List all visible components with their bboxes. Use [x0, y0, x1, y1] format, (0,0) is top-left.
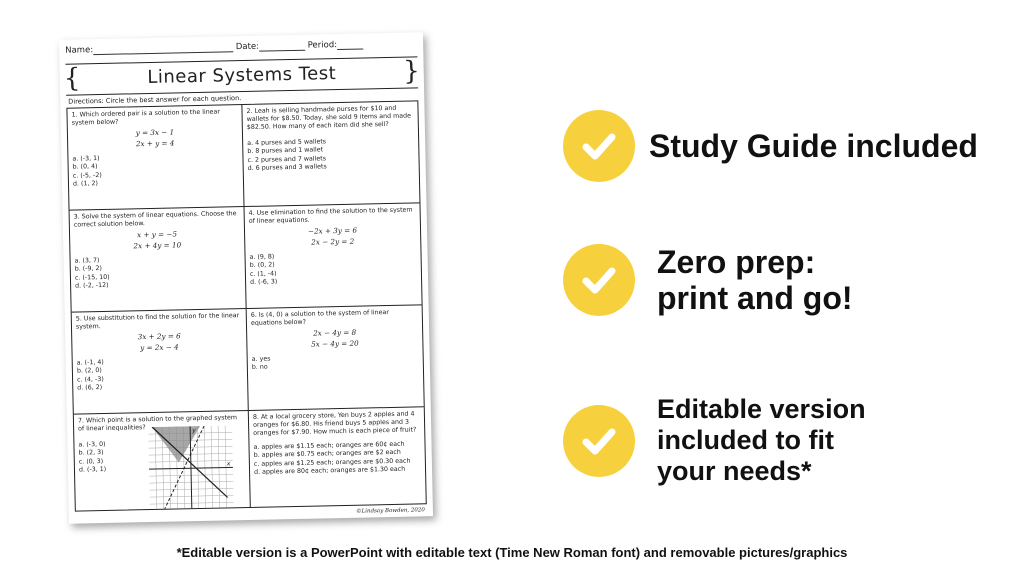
question-prompt: 7. Which point is a solution to the graphed system of linear inequalities?: [77, 414, 238, 433]
question-prompt: 2. Leah is selling handmade purses for $10 and wallets for $8.50. Today, she sold 9 items and made $82.50. How many of each item did she sell?: [246, 104, 412, 131]
question-cell: [245, 203, 422, 309]
period-label: Period:: [307, 40, 338, 51]
answer-option: b. no: [251, 363, 268, 372]
feature-study-guide: [563, 110, 978, 182]
feature-line: your needs*: [657, 456, 812, 486]
equation: 2x − 4y = 8: [313, 327, 357, 338]
question-cell: [249, 407, 426, 507]
answer-option: a. (-3, 0): [78, 440, 106, 449]
check-circle: [563, 110, 635, 182]
worksheet-copyright: ©Lindsay Bowden, 2020: [356, 507, 425, 515]
question-prompt: 4. Use elimination to find the solution to the system of linear equations.: [248, 206, 413, 225]
answer-option: a. (3, 7): [74, 257, 100, 265]
feature-text: [657, 394, 866, 487]
equation: 3x + 2y = 6: [137, 331, 181, 342]
question-cell: [72, 309, 249, 415]
answer-option: d. apples are 80¢ each; oranges are $1.30 each: [254, 465, 406, 477]
footnote: *Editable version is a PowerPoint with editable text (Time New Roman font) and removable pictures/graphics: [176, 545, 848, 560]
answer-option: c. (4, -3): [77, 375, 104, 384]
name-label: Name:: [65, 45, 94, 56]
question-prompt: 3. Solve the system of linear equations. Choose the correct solution below.: [73, 210, 237, 229]
answer-option: c. apples are $1.25 each; oranges are $0.30 each: [253, 457, 411, 468]
worksheet-directions: Directions: Circle the best answer for each question.: [68, 94, 242, 106]
checkmark-icon: [578, 259, 620, 301]
equation: x + y = −5: [137, 229, 178, 240]
answer-option: b. 8 purses and 1 wallet: [247, 146, 324, 156]
answer-options: [78, 440, 149, 475]
answer-options: [75, 254, 242, 291]
answer-option: c. 2 purses and 7 wallets: [247, 155, 327, 164]
answer-option: b. (0, 4): [72, 163, 98, 172]
equation: y = 3x − 1: [135, 127, 175, 138]
answer-option: c. (-5, -2): [72, 171, 102, 180]
question-cell: [74, 411, 251, 511]
question-cell: [247, 305, 424, 411]
answer-options: [247, 136, 415, 173]
question-prompt: 1. Which ordered pair is a solution to the linear system below?: [71, 108, 221, 127]
inequality-graph: [148, 425, 234, 510]
feature-line: Zero prep:: [657, 244, 816, 280]
question-grid: [66, 100, 426, 511]
check-circle: [563, 405, 635, 477]
question-cell: [70, 207, 247, 313]
checkmark-icon: [578, 420, 620, 462]
answer-option: d. (6, 2): [77, 384, 103, 392]
answer-option: b. (2, 3): [78, 449, 104, 457]
equation: 2x − 2y = 2: [311, 236, 355, 247]
answer-option: d. (-3, 1): [78, 466, 107, 474]
equation: y = 2x − 4: [140, 342, 179, 353]
feature-zero-prep: [563, 244, 853, 316]
question-prompt: 6. Is (4, 0) a solution to the system of linear equations below?: [250, 309, 390, 327]
equation: 2x + y = 4: [135, 138, 175, 149]
equation: 5x − 4y = 20: [311, 338, 359, 349]
question-prompt: 8. At a local grocery store, Yen buys 2 apples and 4 oranges for $6.80. His friend buys 5 apples and 3 oranges for $7.90. How much is each piece of fruit?: [252, 410, 417, 437]
answer-option: d. 6 purses and 3 wallets: [247, 163, 327, 173]
answer-option: d. (-2, -12): [75, 282, 109, 290]
answer-option: a. apples are $1.15 each; oranges are 60¢ each: [253, 440, 405, 451]
question-prompt: 5. Use substitution to find the solution for the linear system.: [75, 312, 240, 331]
question-cell: [67, 105, 244, 211]
answer-option: c. (0, 3): [78, 457, 104, 466]
answer-options: [253, 440, 421, 477]
check-circle: [563, 244, 635, 316]
feature-line: Study Guide included: [649, 128, 978, 164]
answer-option: b. apples are $0.75 each; oranges are $2 each: [253, 449, 401, 460]
answer-option: b. (2, 0): [76, 367, 102, 375]
x-axis-label: x: [226, 460, 231, 468]
answer-option: a. 4 purses and 5 wallets: [247, 138, 327, 147]
checkmark-icon: [578, 125, 620, 167]
answer-option: c. (-15, 10): [74, 273, 110, 282]
feature-line: included to fit: [657, 425, 834, 455]
answer-option: a. (-1, 4): [76, 358, 104, 367]
feature-line: print and go!: [657, 280, 853, 316]
answer-option: a. yes: [251, 355, 271, 363]
feature-text: [657, 244, 853, 316]
worksheet-preview: [59, 32, 433, 524]
answer-option: d. (1, 2): [72, 180, 99, 188]
feature-text: [649, 127, 978, 165]
feature-editable-version: [563, 394, 866, 487]
left-brace-decoration: {: [63, 63, 81, 94]
equation: −2x + 3y = 6: [307, 225, 358, 236]
answer-option: b. (-9, 2): [74, 265, 103, 273]
worksheet-title-box: [65, 56, 421, 95]
answer-option: d. (-6, 3): [250, 278, 278, 287]
equation: 2x + 4y = 10: [133, 240, 182, 251]
answer-options: [72, 152, 239, 189]
answer-options: [77, 356, 244, 393]
answer-option: a. (-3, 1): [72, 155, 100, 163]
answer-option: c. (1, -4): [249, 270, 277, 278]
feature-line: Editable version: [657, 394, 866, 424]
answer-option: a. (9, 8): [249, 253, 275, 261]
date-label: Date:: [235, 41, 260, 53]
answer-options: [252, 352, 419, 372]
y-axis-label: y: [192, 427, 196, 435]
worksheet-title: Linear Systems Test: [147, 63, 337, 89]
question-cell: [242, 101, 419, 207]
answer-options: [249, 250, 417, 287]
right-brace-decoration: }: [402, 56, 421, 87]
answer-option: b. (0, 2): [249, 261, 275, 270]
